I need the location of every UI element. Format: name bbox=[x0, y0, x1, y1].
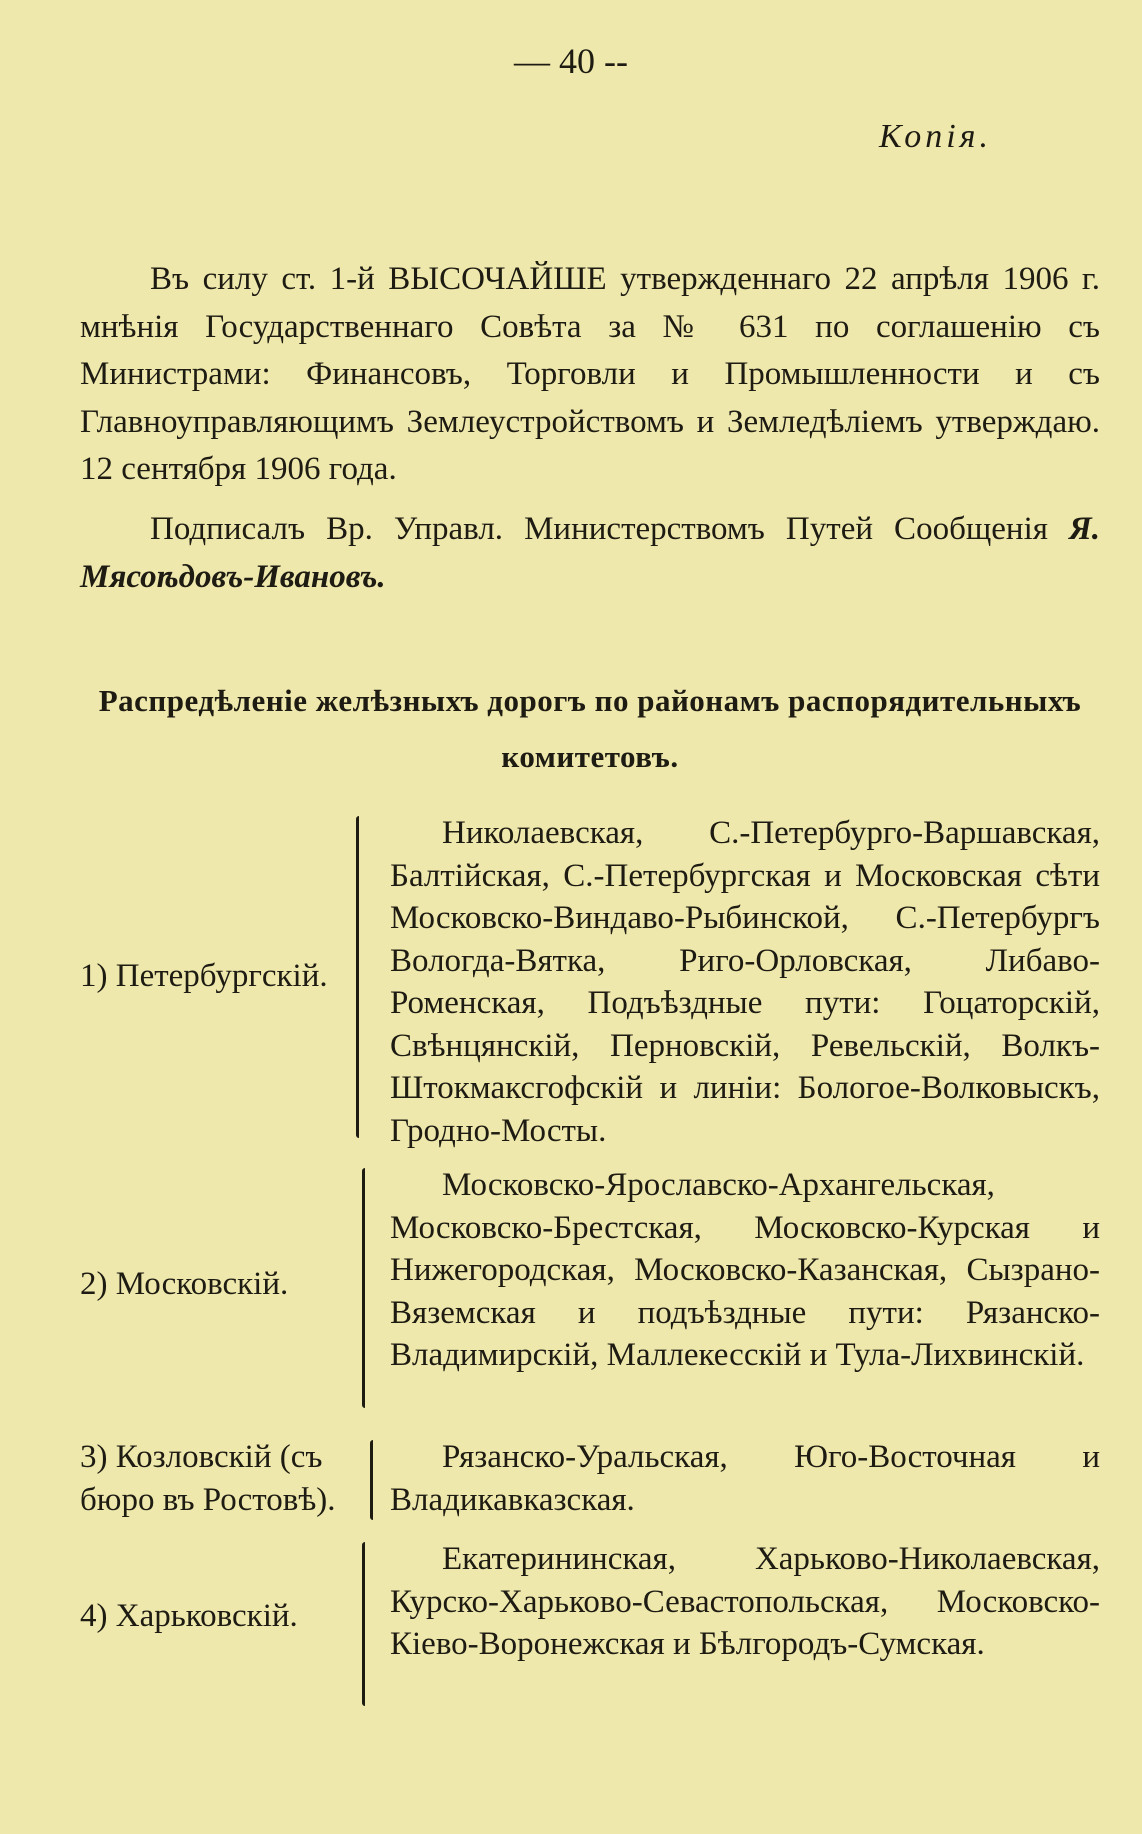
brace bbox=[370, 1440, 373, 1520]
region-label: 1) Петербургскій. bbox=[80, 958, 328, 994]
region-lines: Екатерининская, Харьково-Николаевская, Курско-Харьково-Севастопольская, Московско-Кіево-Воронежская и Бѣлгородъ-Сумская. bbox=[390, 1541, 1100, 1662]
region-label: 2) Московскій. bbox=[80, 1266, 289, 1302]
region-kozlov bbox=[80, 1436, 1100, 1526]
region-lines: Николаевская, С.-Петербурго-Варшавская, Балтійская, С.-Петербургская и Московская сѣти Московско-Виндаво-Рыбинской, С.-Петербургъ Вологда-Вятка, Риго-Орловская, Либаво-Роменская, Подъѣздные пути: Гоцаторскій, Свѣнцянскій, Перновскій, Ревельскій, Волкъ-Штокмаксгофскій и линіи: Бологое-Волковыскъ, Гродно-Мосты. bbox=[390, 815, 1100, 1149]
decree-paragraph: Въ силу ст. 1-й ВЫСОЧАЙШЕ утвержденнаго 22 апрѣля 1906 г. мнѣнія Государственнаго Совѣта за № 631 по соглашенію съ Министрами: Финансовъ, Торговли и Промышленности и съ Главноуправляющимъ Землеустройствомъ и Земледѣліемъ утверждаю. 12 сентября 1906 года. bbox=[80, 261, 1100, 487]
region-label: 4) Харьковскій. bbox=[80, 1598, 298, 1634]
region-lines: Рязанско-Уральская, Юго-Восточная и Владикавказская. bbox=[390, 1439, 1100, 1518]
brace bbox=[356, 816, 359, 1138]
region-kharkov bbox=[80, 1538, 1100, 1718]
region-lines: Московско-Ярославско-Архангельская, Московско-Брестская, Московско-Курская и Нижегородская, Московско-Казанская, Сызрано-Вяземская и подъѣздные пути: Рязанско-Владимирскій, Маллекесскій и Тула-Лихвинскій. bbox=[390, 1167, 1100, 1373]
copy-mark: Копія. bbox=[878, 118, 992, 155]
signature-text: Подписалъ Вр. Управл. Министерствомъ Путей Сообщенія bbox=[150, 511, 1048, 547]
section-heading: Распредѣленіе желѣзныхъ дорогъ по районамъ распорядительныхъ комитетовъ. bbox=[98, 683, 1082, 774]
signature-name: Я. Мясоѣдовъ-Ивановъ. bbox=[80, 511, 1100, 595]
page-number: — 40 -- bbox=[514, 41, 628, 81]
region-label: 3) Козловскій (съ бюро въ Ростовѣ). bbox=[80, 1439, 336, 1518]
brace bbox=[362, 1168, 365, 1408]
brace bbox=[362, 1542, 365, 1706]
region-moscow bbox=[80, 1164, 1100, 1414]
signature-block bbox=[80, 506, 1100, 601]
region-petersburg bbox=[80, 812, 1100, 1149]
